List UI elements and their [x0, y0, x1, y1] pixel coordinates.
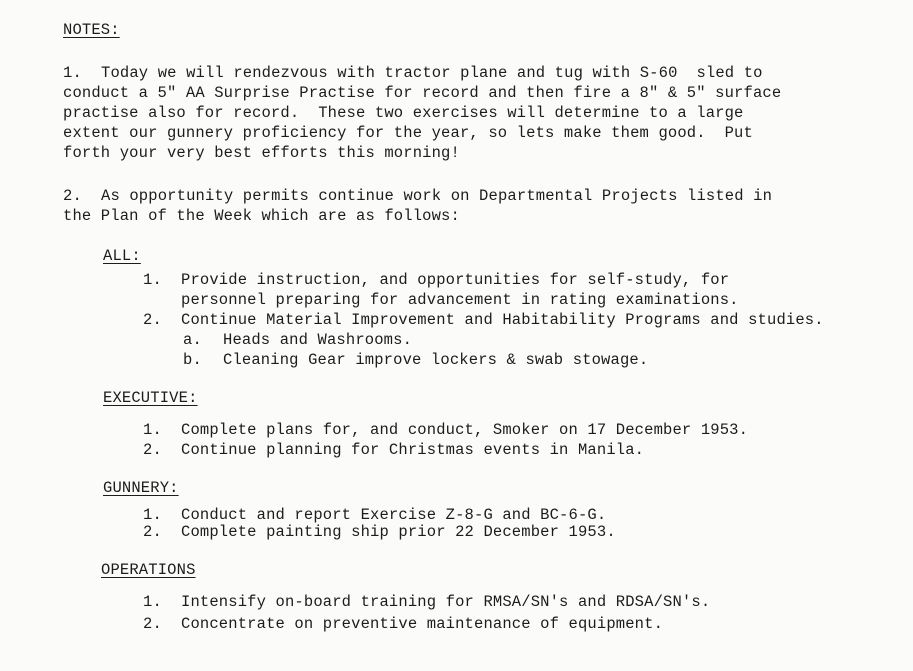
all-item-2-number: 2.: [143, 311, 162, 329]
all-item-2-text: Continue Material Improvement and Habitability Programs and studies.: [181, 311, 824, 329]
operations-item-1: [143, 592, 710, 612]
note-1-number: 1.: [63, 64, 82, 82]
note-2-line-2: the Plan of the Week which are as follows:: [63, 207, 460, 225]
executive-item-2: [143, 440, 644, 460]
operations-item-2-number: 2.: [143, 615, 162, 633]
operations-item-1-number: 1.: [143, 593, 162, 611]
gunnery-item-2: [143, 522, 616, 542]
all-item-1-number: 1.: [143, 271, 162, 289]
note-1-line-5: forth your very best efforts this morning!: [63, 144, 460, 162]
all-section-title: ALL:: [103, 247, 141, 265]
gunnery-item-2-number: 2.: [143, 523, 162, 541]
all-sub-item-b: [183, 350, 648, 370]
executive-item-2-text: Continue planning for Christmas events in Manila.: [181, 441, 645, 459]
note-1-line-3: practise also for record. These two exercises will determine to a large: [63, 104, 744, 122]
note-2-number: 2.: [63, 187, 82, 205]
all-item-1-line-2: personnel preparing for advancement in rating examinations.: [181, 291, 739, 309]
note-1-text: Today we will rendezvous with tractor plane and tug with S-60 sled to: [101, 64, 763, 82]
operations-item-1-text: Intensify on-board training for RMSA/SN's and RDSA/SN's.: [181, 593, 711, 611]
note-2-text: As opportunity permits continue work on Departmental Projects listed in: [101, 187, 773, 205]
operations-section-title: OPERATIONS: [101, 561, 196, 579]
gunnery-item-1-number: 1.: [143, 506, 162, 524]
executive-item-1: [143, 420, 748, 440]
executive-item-1-text: Complete plans for, and conduct, Smoker on 17 December 1953.: [181, 421, 749, 439]
executive-section-title: EXECUTIVE:: [103, 389, 198, 407]
sub-b-label: b.: [183, 351, 202, 369]
sub-a-text: Heads and Washrooms.: [223, 331, 413, 349]
sub-a-label: a.: [183, 331, 202, 349]
gunnery-item-2-text: Complete painting ship prior 22 December 1953.: [181, 523, 616, 541]
note-1-line-4: extent our gunnery proficiency for the year, so lets make them good. Put: [63, 124, 753, 142]
notes-heading: NOTES:: [63, 21, 120, 39]
gunnery-item-1-text: Conduct and report Exercise Z-8-G and BC-6-G.: [181, 506, 607, 524]
note-1-line-2: conduct a 5" AA Surprise Practise for record and then fire a 8" & 5" surface: [63, 84, 782, 102]
note-2-line-1: [63, 186, 772, 206]
gunnery-section-title: GUNNERY:: [103, 479, 179, 497]
all-item-2: [143, 310, 824, 330]
all-sub-item-a: [183, 330, 412, 350]
all-item-1-text: Provide instruction, and opportunities for self-study, for: [181, 271, 730, 289]
sub-b-text: Cleaning Gear improve lockers & swab stowage.: [223, 351, 649, 369]
executive-item-1-number: 1.: [143, 421, 162, 439]
operations-item-2-text: Concentrate on preventive maintenance of equipment.: [181, 615, 664, 633]
executive-item-2-number: 2.: [143, 441, 162, 459]
operations-item-2: [143, 614, 663, 634]
all-item-1-line-1: [143, 270, 729, 290]
note-1-line-1: [63, 63, 763, 83]
